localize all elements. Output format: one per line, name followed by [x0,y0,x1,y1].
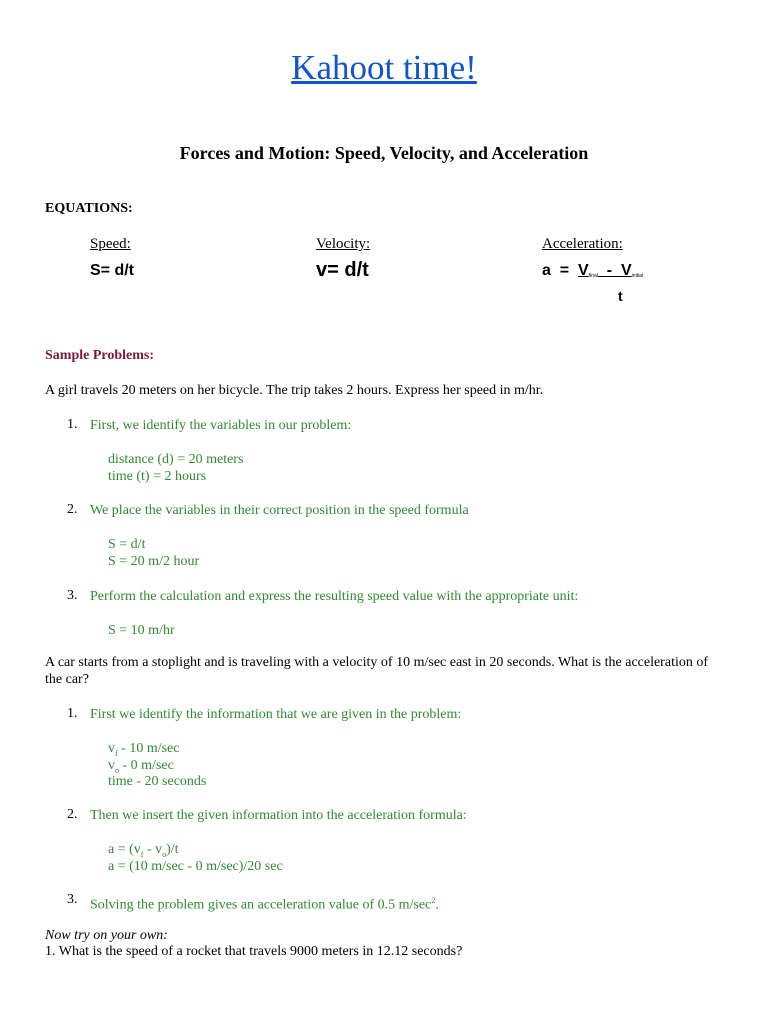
problem1-statement: A girl travels 20 meters on her bicycle. The trip takes 2 hours. Express her speed in m/hr. [45,383,544,398]
f1-c: )/t [166,842,179,857]
f1-sub2: o [162,849,167,859]
vf-v: v [108,741,115,756]
speed-label: Speed: [90,236,131,252]
f1-b: - v [143,842,163,857]
equations-label: EQUATIONS: [45,201,133,216]
try-question-1: 1. What is the speed of a rocket that travels 9000 meters in 12.12 seconds? [45,944,463,959]
p1-step2-num: 2. [67,502,78,517]
s3-sup: 2 [431,896,436,905]
p1-step1-text: First, we identify the variables in our problem: [90,418,352,433]
accel-numerator [578,262,643,279]
accel-a: a [542,262,551,279]
accel-vi-sub: initial [631,273,644,279]
accel-denominator: t [618,288,623,304]
p2-step1-num: 1. [67,706,78,721]
f1-a: a = (v [108,842,141,857]
p2-formula-line2: a = (10 m/sec - 0 m/sec)/20 sec [108,859,283,874]
p2-given-time: time - 20 seconds [108,774,207,789]
acceleration-label: Acceleration: [542,236,623,252]
p1-step2-line1: S = d/t [108,537,146,552]
accel-minus: - [606,262,613,279]
problem2-statement: A car starts from a stoplight and is traveling with a velocity of 10 m/sec east in 20 seconds. What is the acceleration of the car? [45,655,709,687]
p2-step2-num: 2. [67,807,78,822]
vo-sub: o [115,765,119,775]
s3-after: . [435,897,439,913]
accel-vf-sub: final [588,273,598,279]
accel-vi: V [621,262,632,279]
p1-step3-num: 3. [67,588,78,603]
velocity-formula: v= d/t [316,259,369,281]
speed-formula: S= d/t [90,262,135,279]
p2-step3-num: 3. [67,892,78,907]
p1-step1-num: 1. [67,417,78,432]
vo-v: v [108,758,115,773]
p1-step2-text: We place the variables in their correct position in the speed formula [90,503,469,518]
vf-rest: - 10 m/sec [117,741,180,756]
sample-problems-label: Sample Problems: [45,348,155,363]
p1-step1-line2: time (t) = 2 hours [108,469,207,484]
p1-step3-text: Perform the calculation and express the resulting speed value with the appropriate unit: [90,589,579,604]
accel-vf: V [578,262,589,279]
page-heading: Forces and Motion: Speed, Velocity, and Acceleration [179,143,589,163]
p1-step2-line2: S = 20 m/2 hour [108,554,200,569]
vf-sub: f [115,748,118,758]
p2-step3-text [90,892,439,914]
velocity-label: Velocity: [316,236,371,252]
kahoot-link[interactable]: Kahoot time! [291,48,477,87]
p1-step3-line1: S = 10 m/hr [108,623,175,638]
accel-equals: = [559,262,570,279]
try-label: Now try on your own: [45,928,168,943]
acceleration-formula [542,262,643,280]
p1-step1-line1: distance (d) = 20 meters [108,452,244,467]
s3-before: Solving the problem gives an acceleration value of 0.5 m/sec [90,897,432,913]
f1-sub1: f [140,849,144,859]
p2-step2-text: Then we insert the given information into the acceleration formula: [90,808,467,823]
vo-rest: - 0 m/sec [119,758,174,773]
p2-step1-text: First we identify the information that we are given in the problem: [90,707,462,722]
